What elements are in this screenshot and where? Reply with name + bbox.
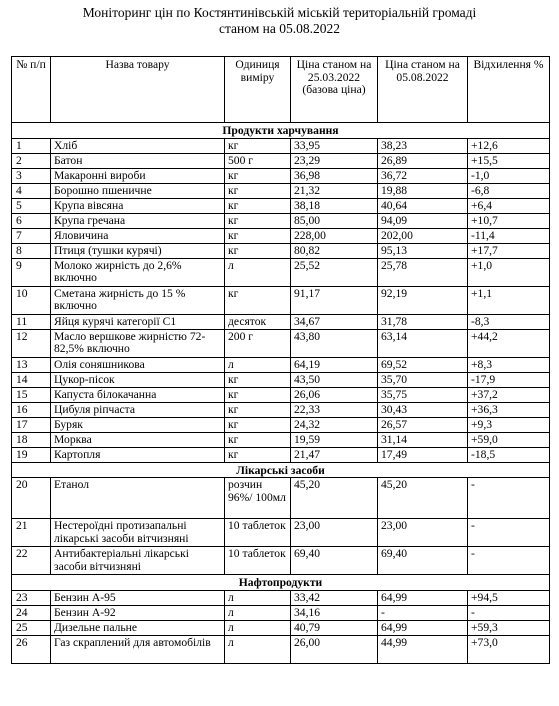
cell-unit: кг: [225, 372, 291, 387]
cell-deviation: -17,9: [468, 372, 550, 387]
cell-base-price: 36,98: [291, 168, 378, 183]
cell-number: 26: [12, 635, 51, 663]
cell-deviation: +15,5: [468, 153, 550, 168]
cell-unit: л: [225, 605, 291, 620]
cell-unit: л: [225, 590, 291, 605]
cell-number: 4: [12, 183, 51, 198]
cell-product-name: Крупа вівсяна: [51, 198, 225, 213]
cell-deviation: -8,3: [468, 314, 550, 329]
header-unit: Одиниця виміру: [225, 57, 291, 123]
cell-current-price: 23,00: [378, 519, 468, 547]
cell-base-price: 23,00: [291, 519, 378, 547]
cell-base-price: 25,52: [291, 258, 378, 286]
cell-deviation: +9,3: [468, 417, 550, 432]
cell-deviation: -18,5: [468, 447, 550, 462]
cell-product-name: Нестероїдні протизапальні лікарські засоби вітчизняні: [51, 519, 225, 547]
cell-number: 23: [12, 590, 51, 605]
cell-unit: кг: [225, 402, 291, 417]
header-row: [12, 57, 550, 123]
cell-product-name: Яйця курячі категорії С1: [51, 314, 225, 329]
table-row: [12, 387, 550, 402]
cell-deviation: -11,4: [468, 228, 550, 243]
cell-deviation: -: [468, 547, 550, 575]
cell-current-price: 30,43: [378, 402, 468, 417]
cell-base-price: 64,19: [291, 357, 378, 372]
document-title: [0, 5, 559, 37]
cell-current-price: 25,78: [378, 258, 468, 286]
cell-current-price: 17,49: [378, 447, 468, 462]
cell-current-price: 63,14: [378, 329, 468, 357]
cell-number: 7: [12, 228, 51, 243]
cell-deviation: -: [468, 519, 550, 547]
cell-current-price: 38,23: [378, 138, 468, 153]
table-row: [12, 153, 550, 168]
table-row: [12, 228, 550, 243]
cell-unit: л: [225, 357, 291, 372]
cell-product-name: Картопля: [51, 447, 225, 462]
table-row: [12, 447, 550, 462]
cell-base-price: 34,67: [291, 314, 378, 329]
table-row: [12, 286, 550, 314]
cell-number: 25: [12, 620, 51, 635]
cell-deviation: +44,2: [468, 329, 550, 357]
cell-deviation: +6,4: [468, 198, 550, 213]
header-product-name: Назва товару: [51, 57, 225, 123]
cell-number: 19: [12, 447, 51, 462]
title-line-2: станом на 05.08.2022: [218, 21, 341, 36]
cell-deviation: +36,3: [468, 402, 550, 417]
cell-current-price: 202,00: [378, 228, 468, 243]
cell-unit: кг: [225, 387, 291, 402]
cell-number: 15: [12, 387, 51, 402]
cell-deviation: -: [468, 605, 550, 620]
cell-current-price: 19,88: [378, 183, 468, 198]
cell-deviation: +10,7: [468, 213, 550, 228]
section-title: Продукти харчування: [12, 123, 550, 139]
cell-unit: кг: [225, 417, 291, 432]
cell-deviation: -1,0: [468, 168, 550, 183]
cell-base-price: 33,42: [291, 590, 378, 605]
table-row: [12, 329, 550, 357]
section-title: Лікарські засоби: [12, 462, 550, 478]
cell-product-name: Олія соняшникова: [51, 357, 225, 372]
cell-unit: л: [225, 258, 291, 286]
table-row: [12, 478, 550, 519]
section-row: [12, 575, 550, 591]
cell-product-name: Газ скраплений для автомобілів: [51, 635, 225, 663]
cell-deviation: +1,0: [468, 258, 550, 286]
cell-number: 12: [12, 329, 51, 357]
cell-product-name: Масло вершкове жирністю 72-82,5% включно: [51, 329, 225, 357]
cell-unit: кг: [225, 138, 291, 153]
table-row: [12, 243, 550, 258]
title-line-1: Моніторинг цін по Костянтинівській міській територіальній громаді: [82, 5, 477, 20]
header-current-price: Ціна станом на 05.08.2022: [378, 57, 468, 123]
cell-deviation: +17,7: [468, 243, 550, 258]
cell-unit: кг: [225, 198, 291, 213]
section-row: [12, 123, 550, 139]
table-row: [12, 138, 550, 153]
cell-current-price: 95,13: [378, 243, 468, 258]
cell-deviation: +12,6: [468, 138, 550, 153]
cell-current-price: 35,75: [378, 387, 468, 402]
table-row: [12, 213, 550, 228]
table-row: [12, 519, 550, 547]
cell-unit: 500 г: [225, 153, 291, 168]
cell-deviation: -6,8: [468, 183, 550, 198]
cell-number: 3: [12, 168, 51, 183]
cell-number: 18: [12, 432, 51, 447]
cell-base-price: 24,32: [291, 417, 378, 432]
cell-current-price: -: [378, 605, 468, 620]
cell-number: 22: [12, 547, 51, 575]
cell-base-price: 85,00: [291, 213, 378, 228]
table-row: [12, 258, 550, 286]
cell-unit: л: [225, 620, 291, 635]
cell-number: 1: [12, 138, 51, 153]
cell-current-price: 35,70: [378, 372, 468, 387]
table-row: [12, 357, 550, 372]
table-row: [12, 417, 550, 432]
table-row: [12, 635, 550, 663]
table-row: [12, 183, 550, 198]
cell-product-name: Макаронні вироби: [51, 168, 225, 183]
cell-current-price: 92,19: [378, 286, 468, 314]
table-row: [12, 372, 550, 387]
table-body: [12, 123, 550, 664]
cell-base-price: 45,20: [291, 478, 378, 519]
cell-unit: кг: [225, 228, 291, 243]
cell-base-price: 19,59: [291, 432, 378, 447]
cell-current-price: 40,64: [378, 198, 468, 213]
table-row: [12, 168, 550, 183]
cell-product-name: Птиця (тушки курячі): [51, 243, 225, 258]
cell-unit: розчин 96%/ 100мл: [225, 478, 291, 519]
cell-unit: 200 г: [225, 329, 291, 357]
cell-base-price: 34,16: [291, 605, 378, 620]
cell-product-name: Антибактеріальні лікарські засоби вітчизняні: [51, 547, 225, 575]
cell-base-price: 26,06: [291, 387, 378, 402]
cell-product-name: Цибуля ріпчаста: [51, 402, 225, 417]
cell-unit: кг: [225, 447, 291, 462]
cell-deviation: -: [468, 478, 550, 519]
cell-base-price: 38,18: [291, 198, 378, 213]
cell-product-name: Капуста білокачанна: [51, 387, 225, 402]
cell-base-price: 21,32: [291, 183, 378, 198]
cell-current-price: 69,40: [378, 547, 468, 575]
cell-number: 8: [12, 243, 51, 258]
cell-number: 6: [12, 213, 51, 228]
cell-product-name: Хліб: [51, 138, 225, 153]
price-table: [11, 56, 550, 664]
cell-deviation: +59,0: [468, 432, 550, 447]
cell-unit: 10 таблеток: [225, 547, 291, 575]
cell-current-price: 31,78: [378, 314, 468, 329]
cell-unit: кг: [225, 286, 291, 314]
cell-product-name: Бензин А-95: [51, 590, 225, 605]
cell-current-price: 64,99: [378, 590, 468, 605]
cell-number: 20: [12, 478, 51, 519]
cell-product-name: Крупа гречана: [51, 213, 225, 228]
cell-number: 16: [12, 402, 51, 417]
cell-unit: кг: [225, 213, 291, 228]
cell-base-price: 91,17: [291, 286, 378, 314]
cell-product-name: Сметана жирність до 15 % включно: [51, 286, 225, 314]
header-deviation: Відхилення %: [468, 57, 550, 123]
cell-deviation: +1,1: [468, 286, 550, 314]
cell-number: 21: [12, 519, 51, 547]
cell-base-price: 23,29: [291, 153, 378, 168]
cell-base-price: 228,00: [291, 228, 378, 243]
cell-current-price: 45,20: [378, 478, 468, 519]
cell-unit: кг: [225, 432, 291, 447]
cell-deviation: +73,0: [468, 635, 550, 663]
cell-number: 24: [12, 605, 51, 620]
cell-base-price: 43,80: [291, 329, 378, 357]
table-row: [12, 620, 550, 635]
cell-current-price: 26,57: [378, 417, 468, 432]
cell-base-price: 22,33: [291, 402, 378, 417]
cell-base-price: 43,50: [291, 372, 378, 387]
cell-deviation: +59,3: [468, 620, 550, 635]
table-row: [12, 590, 550, 605]
section-title: Нафтопродукти: [12, 575, 550, 591]
cell-number: 5: [12, 198, 51, 213]
cell-deviation: +37,2: [468, 387, 550, 402]
header-base-price: Ціна станом на 25.03.2022 (базова ціна): [291, 57, 378, 123]
table-row: [12, 402, 550, 417]
cell-number: 13: [12, 357, 51, 372]
cell-current-price: 69,52: [378, 357, 468, 372]
cell-number: 9: [12, 258, 51, 286]
cell-product-name: Буряк: [51, 417, 225, 432]
table-row: [12, 198, 550, 213]
cell-product-name: Морква: [51, 432, 225, 447]
cell-product-name: Бензин А-92: [51, 605, 225, 620]
table-row: [12, 314, 550, 329]
cell-number: 2: [12, 153, 51, 168]
cell-base-price: 40,79: [291, 620, 378, 635]
cell-product-name: Борошно пшеничне: [51, 183, 225, 198]
cell-current-price: 64,99: [378, 620, 468, 635]
cell-product-name: Молоко жирність до 2,6% включно: [51, 258, 225, 286]
cell-number: 11: [12, 314, 51, 329]
cell-number: 10: [12, 286, 51, 314]
cell-product-name: Дизельне пальне: [51, 620, 225, 635]
cell-unit: кг: [225, 243, 291, 258]
cell-current-price: 44,99: [378, 635, 468, 663]
cell-number: 17: [12, 417, 51, 432]
cell-current-price: 26,89: [378, 153, 468, 168]
table-row: [12, 547, 550, 575]
cell-current-price: 31,14: [378, 432, 468, 447]
cell-product-name: Яловичина: [51, 228, 225, 243]
cell-product-name: Етанол: [51, 478, 225, 519]
table-row: [12, 432, 550, 447]
cell-base-price: 26,00: [291, 635, 378, 663]
header-number: № п/п: [12, 57, 51, 123]
cell-number: 14: [12, 372, 51, 387]
cell-deviation: +8,3: [468, 357, 550, 372]
cell-current-price: 94,09: [378, 213, 468, 228]
cell-product-name: Цукор-пісок: [51, 372, 225, 387]
cell-base-price: 33,95: [291, 138, 378, 153]
cell-unit: кг: [225, 183, 291, 198]
cell-unit: кг: [225, 168, 291, 183]
cell-base-price: 69,40: [291, 547, 378, 575]
cell-base-price: 80,82: [291, 243, 378, 258]
table-row: [12, 605, 550, 620]
cell-current-price: 36,72: [378, 168, 468, 183]
section-row: [12, 462, 550, 478]
cell-unit: л: [225, 635, 291, 663]
cell-unit: 10 таблеток: [225, 519, 291, 547]
cell-product-name: Батон: [51, 153, 225, 168]
cell-base-price: 21,47: [291, 447, 378, 462]
cell-deviation: +94,5: [468, 590, 550, 605]
cell-unit: десяток: [225, 314, 291, 329]
